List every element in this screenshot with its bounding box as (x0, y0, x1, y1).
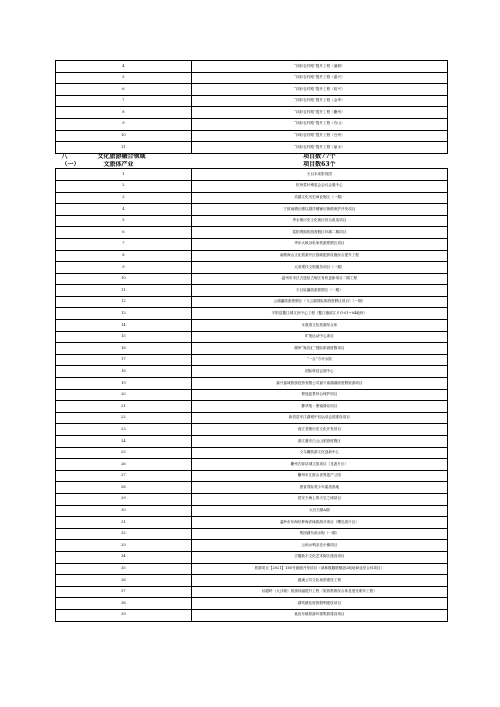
project-name: 旷苑运动中心项目 (191, 331, 447, 343)
project-name: “四好农村路”提升工程（舟山） (191, 118, 447, 130)
project-name: 云和水利亲近小镇项目 (191, 540, 447, 552)
table-row (56, 436, 448, 448)
section-8-1-count: 项目数63个 (303, 161, 336, 168)
project-name: 旅游项目【2021】185号旗级开发项目（演林数藏联镇创2地场商业综合体项目） (191, 563, 447, 575)
table-row (56, 72, 448, 84)
table-row (56, 285, 448, 297)
row-number: 14 (56, 320, 192, 332)
project-name: 大台石镇A期 (191, 505, 447, 517)
table-row (56, 308, 448, 320)
project-name: 大成观代文旅服务项目（一期） (191, 262, 447, 274)
table-row (56, 540, 448, 552)
project-name: 鹜逸蓝景综合保护项目 (191, 389, 447, 401)
table-row (56, 331, 448, 343)
section-8-title: 文化旅游融合领域 (97, 153, 146, 161)
project-name: “四好农村路”提升工程（金华） (191, 95, 447, 107)
table-row (56, 470, 448, 482)
project-name: 宁波南塘区塘以剧洋楼铺坊街路保护开发项目 (191, 204, 447, 216)
row-number: 19 (56, 378, 192, 390)
row-number: 16 (56, 343, 192, 355)
table-row (56, 354, 448, 366)
row-number: 5 (56, 72, 192, 84)
row-number: 34 (56, 551, 192, 563)
row-number: 32 (56, 528, 192, 540)
table-row (56, 482, 448, 494)
row-number: 11 (56, 142, 192, 154)
project-name: 温州市市区古遗址古街区有机更新项目二期工程 (191, 273, 447, 285)
table-row (56, 215, 448, 227)
table-row (56, 130, 448, 142)
row-number: 30 (56, 505, 192, 517)
row-number: 15 (56, 331, 192, 343)
table-row (56, 528, 448, 540)
table-row (56, 204, 448, 216)
project-name: “四好农村路”提升工程（浦树） (191, 61, 447, 73)
row-number: 7 (56, 95, 192, 107)
table-row (56, 262, 448, 274)
row-number: 1 (56, 169, 192, 181)
row-number: 27 (56, 470, 192, 482)
project-name: 新昌县车江湖城中岛运动会园建设项目 (191, 412, 447, 424)
row-number: 25 (56, 447, 192, 459)
section-8-number-cell (56, 153, 192, 161)
row-number: 10 (56, 130, 192, 142)
project-name: 团省青际青少年素质基地 (191, 482, 447, 494)
table-row (56, 169, 448, 181)
table-row (56, 505, 448, 517)
table-row (56, 296, 448, 308)
section-headers (56, 153, 448, 169)
project-name: 集团湖东滨水街（一期） (191, 528, 447, 540)
table-row (56, 320, 448, 332)
project-name: 莫田东镇旅游环境集群建设项目 (191, 609, 447, 621)
row-number: 6 (56, 84, 192, 96)
project-name: 平阳县鳌江城文体中心工程（鳌江镇滨江片G-01~04地块） (191, 308, 447, 320)
table-row (56, 61, 448, 73)
row-number: 3 (56, 192, 192, 204)
table-row (56, 447, 448, 459)
row-number: 2 (56, 180, 192, 192)
project-name: 湖笃镇佳度旅假利建设项目 (191, 598, 447, 610)
project-name: “四好农村路”提升工程（丽水） (191, 142, 447, 154)
table-row (56, 142, 448, 154)
table-row (56, 575, 448, 587)
table-row (56, 366, 448, 378)
project-name: 湖州“奥若汇”国际旅游度假项目 (191, 343, 447, 355)
table-row (56, 107, 448, 119)
section-8-number: 八 (61, 153, 68, 161)
project-name: 云湖瀛旅游度假区（飞云湖国际旅游度假区项目）（一期） (191, 296, 447, 308)
table-row (56, 238, 448, 250)
row-number: 29 (56, 493, 192, 505)
table-row (56, 424, 448, 436)
project-name: 永康湾文化旅游综合体 (191, 320, 447, 332)
project-table (55, 60, 448, 622)
section-8-row (56, 153, 448, 161)
row-number: 20 (56, 389, 192, 401)
project-name: 仙霞岭（大沙街）旅游综融提升工程（旅游集散综合体及度光明车工程） (191, 586, 447, 598)
project-name: 国际科技会展中心 (191, 366, 447, 378)
row-number: 28 (56, 482, 192, 494)
project-name: 南麂海山文化旅游开区基础配套设施综合提升工程 (191, 250, 447, 262)
row-number: 5 (56, 215, 192, 227)
table-row (56, 343, 448, 355)
table-row (56, 84, 448, 96)
project-name: 华东大峡谷私家旅游度假区项目 (191, 238, 447, 250)
row-number: 8 (56, 107, 192, 119)
table-row (56, 401, 448, 413)
project-name: “四好农村路”提升工程（台州） (191, 130, 447, 142)
row-number: 4 (56, 204, 192, 216)
table-row (56, 192, 448, 204)
section-8-count: 项目数77个 (303, 153, 336, 161)
row-number: 13 (56, 308, 192, 320)
row-number: 38 (56, 598, 192, 610)
row-number: 33 (56, 540, 192, 552)
row-number: 7 (56, 238, 192, 250)
main-rows (56, 169, 448, 621)
project-name: “四好农村路”提升工程（绍兴） (191, 84, 447, 96)
row-number: 9 (56, 118, 192, 130)
project-name: 义乌魔旅游文化创新中心 (191, 447, 447, 459)
row-number: 8 (56, 250, 192, 262)
section-8-1-number: （一） (61, 161, 80, 168)
project-name: 天目未来影视园 (191, 169, 447, 181)
row-number: 26 (56, 459, 192, 471)
row-number: 6 (56, 227, 192, 239)
table-row (56, 412, 448, 424)
project-name: 鄞华苑・康镜驿站项目 (191, 401, 447, 413)
row-number: 37 (56, 586, 192, 598)
table-row (56, 586, 448, 598)
row-number: 9 (56, 262, 192, 274)
row-number: 36 (56, 575, 192, 587)
project-name: 衢州古驿站城文旅项目（龙游片区） (191, 459, 447, 471)
project-name: 嘉兴嘉城旅游投资有限公司嘉兴南湖湖滨度假旅游项目 (191, 378, 447, 390)
row-number: 31 (56, 517, 192, 529)
project-name: 杭州菜叶博览会会议会展中心 (191, 180, 447, 192)
row-number: 39 (56, 609, 192, 621)
section-8-1-row (56, 161, 448, 169)
project-name: “四好农村路”提升工程（嘉兴） (191, 72, 447, 84)
table-row (56, 563, 448, 575)
project-name: 秀水街历史文化街区综合改造项目 (191, 215, 447, 227)
row-number: 10 (56, 273, 192, 285)
project-name: 浙江磐安白云山旅游度假区 (191, 436, 447, 448)
table-row (56, 459, 448, 471)
table-row (56, 389, 448, 401)
row-number: 24 (56, 436, 192, 448)
table-row (56, 378, 448, 390)
project-name: 温岭市东海好梦海洋域旅游开项目（曙光湾片区） (191, 517, 447, 529)
project-name: 古榴新丰文化艺术街区建设项目 (191, 551, 447, 563)
row-number: 35 (56, 563, 192, 575)
project-name: 宾越文化历史商业街区（一期） (191, 192, 447, 204)
table-row (56, 250, 448, 262)
row-number: 21 (56, 401, 192, 413)
table-row (56, 95, 448, 107)
row-number: 4 (56, 61, 192, 73)
row-number: 12 (56, 296, 192, 308)
project-name: “一点”方圩水院 (191, 354, 447, 366)
table-row (56, 609, 448, 621)
project-name: 西江老街历史文化开发项目 (191, 424, 447, 436)
row-number: 11 (56, 285, 192, 297)
section-8-1-title: 文旅体产业 (103, 161, 134, 168)
table-row (56, 493, 448, 505)
table-row (56, 273, 448, 285)
top-rows (56, 61, 448, 154)
table-row (56, 598, 448, 610)
project-name: 慈溪公共文化场馆建设工程 (191, 575, 447, 587)
table-row (56, 517, 448, 529)
section-8-1-number-cell (56, 161, 192, 169)
row-number: 22 (56, 412, 192, 424)
project-name: “四好农村路”提升工程（衢州） (191, 107, 447, 119)
table-row (56, 180, 448, 192)
project-name: 居安天海上的天空之城项目 (191, 493, 447, 505)
project-name: 衢州市江郎山世界遗产公园 (191, 470, 447, 482)
project-name: 天目宸瀛旅游度假区（一期） (191, 285, 447, 297)
table-row (56, 118, 448, 130)
row-number: 18 (56, 366, 192, 378)
project-name: 富阳胥源旅游度假区环湖二期项目 (191, 227, 447, 239)
row-number: 17 (56, 354, 192, 366)
table-row (56, 551, 448, 563)
table-row (56, 227, 448, 239)
row-number: 23 (56, 424, 192, 436)
